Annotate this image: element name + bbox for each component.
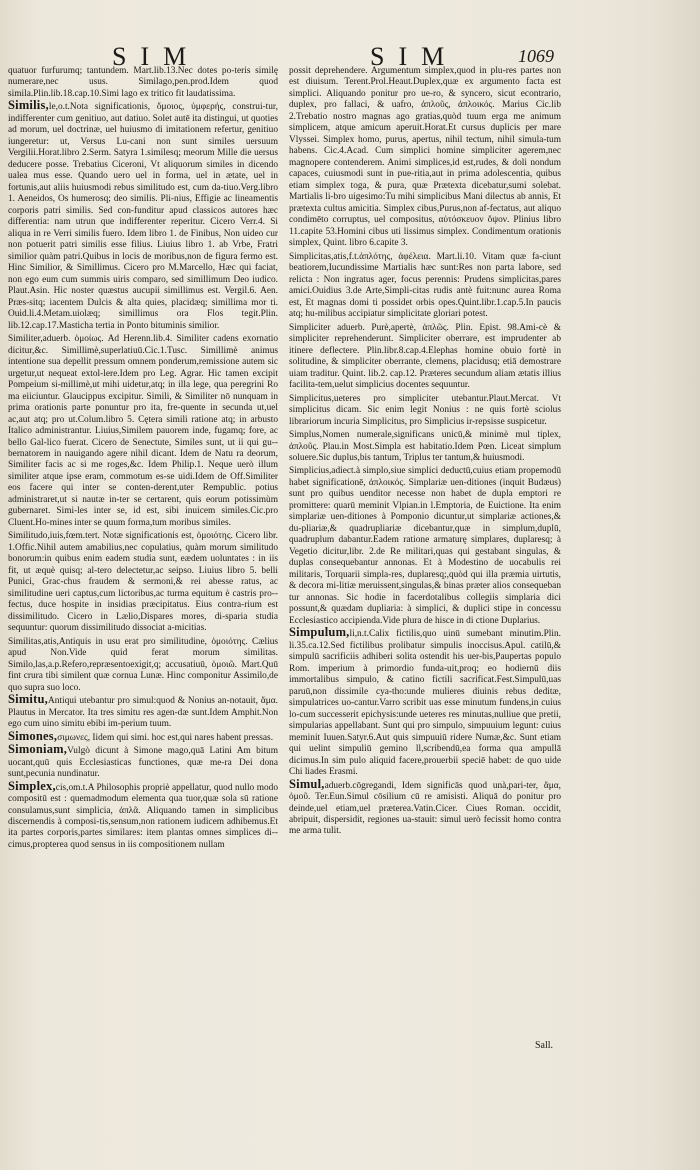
dictionary-entry bbox=[8, 332, 278, 529]
entry-text: cis,om.t.A Philosophis propriè appellatur, quod nullo modo compositū est : quemadmodum elementa qua tuor,quæ sola sū ratione consulamus,sunt simplicia, ἁπλᾶ. Aliquando tamen in simplicibus discernendis à composi-tis,sensum,non rationem iudicem adhibemus.Et ita partes corporis,partes similares: item plantas omnes simplices di-cimus,propterea quod sensus in iis compositionem nullam bbox=[8, 782, 278, 850]
entry-headword: Simoniam, bbox=[8, 742, 68, 757]
dictionary-entry bbox=[8, 100, 278, 332]
dictionary-entry bbox=[289, 464, 561, 627]
entry-text: Simpliciter aduerb. Purè,apertè, ἁπλῶς. Plin. Epist. 98.Ami-cè & simpliciter reprehenderunt. Simpliciter oberrare, est imprudenter ab itinere deflectere. Plin.libr.8.cap.4.Elephas homine obuio fortè in solitudine, & simpliciter oberrante, clemens, placidusq; etiā demostrare uiam traditur. Quint. lib.2. cap.12. Præteres secundum aliam ætatis illius facilita-tem,uelut simplicius docentes sequuntur. bbox=[289, 322, 561, 391]
right-column bbox=[289, 64, 561, 1124]
entry-text: Simplicius,adiect.à simplo,siue simplici deductū,cuius etiam propemodū habet significationē, ἁπλοικός. Simplariæ uen-ditiones (inquit Budæus) sunt pro quibus uenditor necesse non habet de dupla emptori re promittere: quarū meminit Vlpian.in l.Emptoria, de Euictione. Ita enim simplariæ uen-ditiones à Pomponio dicuntur,ut simplariæ actiones,& du-pliariæ,& quadrupliariæ dicebantur,quæ in simplum,duplū, quadruplum dabantur.Eadem ratione armaturę simplares, duplaresq; à Vegetio dicitur,libr. 2.de Re militari,quas qui gestabant singulas, & duplas consequebantur annonas. Et à Modestino de uocabulis rei militaris, Torquarii simpla-res, duplaresq;,quòd qui illa præmia uirtutis, & decora mi-litiæ meruissent,singulas,& binas præter alios consequeban tur annonas. Sic hodie in facerdotalibus collegiis simplaria dici possunt,& quædam dupliaria: à simplici, & duplici stipe in concessu Ecclesiastico accipienda.Vide plura de hisce in di ctione Duplarius. bbox=[289, 466, 561, 626]
dictionary-entry bbox=[8, 64, 278, 100]
dictionary-entry bbox=[289, 776, 561, 838]
dictionary-entry bbox=[289, 392, 561, 428]
catchword: Sall. bbox=[535, 1040, 554, 1051]
dictionary-entry bbox=[8, 744, 278, 780]
entry-text: Simplicitus,ueteres pro simpliciter utebantur.Plaut.Mercat. Vt simplicitus dicam. Sic enim legit Nonius : ne quis fortè sciolus librariorum incuria Simplicitus, pro Simplicius ir-repsisse suspicetur. bbox=[289, 393, 561, 427]
dictionary-entry bbox=[8, 694, 278, 730]
dictionary-entry bbox=[289, 627, 561, 778]
entry-headword: Simul, bbox=[289, 776, 325, 791]
page-fold-shadow bbox=[580, 0, 700, 1170]
left-column bbox=[8, 64, 278, 1124]
dictionary-entry bbox=[8, 635, 278, 694]
page-number: 1069 bbox=[518, 46, 554, 66]
dictionary-entry bbox=[289, 321, 561, 392]
dictionary-entry bbox=[289, 64, 561, 250]
entry-headword: Simpulum, bbox=[289, 625, 350, 640]
entry-text: li,n.t.Calix fictilis,quo uinū sumebant minutim.Plin. li.35.ca.12.Sed fictilibus prolibatur simpulis inoccisus.Apul. catilū,& simpulū sacrificiis adhiberi solita ostendit his uer-bis,Paupertas populo Rom. imperium à primordio funda-uit,proq; eo hodiernū diis immortalibus simpulo, & catino fictili sacrificat.Fest.Simpulū,uas paruū,non dissimile cya-tho:unde mulieres diuinis rebus deditæ, simpulatrices uo-cantur.Varro scribit uas esse minutum fundens,in cuius lo-cum successerit epichysis:unde ueteres res minutas,nulliue que pretii, simpularias appellabant. Sunt qui pro simpulo, simpuuium legunt: cuius meminit Iuuen.Satyr.6.Aut quis simpuuiū ridere Numæ,&c. Sunt etiam qui uelint simpuliū gemino ll,scribendū,ea forma qua ampullā dicimus.In sim pulo aliquid facere,prouerbii speciē habet: de quo uide Chi liades Erasmi. bbox=[289, 629, 561, 778]
entry-text: Simplus,Nomen numerale,significans unicū,& minimè mul tiplex, ἁπλοῦς. Plau.in Most.Simpla est habitatio.Idem Pœn. Liceat simplum soluere.Sic duplus,bis tantum, Triplus ter tantum,& huiusmodi. bbox=[289, 430, 561, 463]
running-head-center: SIM bbox=[370, 42, 459, 71]
dictionary-entry bbox=[289, 250, 561, 321]
dictionary-entry bbox=[8, 778, 278, 852]
running-head-left: SIM bbox=[112, 42, 201, 71]
entry-headword: Similis, bbox=[8, 98, 49, 113]
entry-headword: Simplex, bbox=[8, 778, 56, 793]
entry-text: Similitudo,iuis,fœm.tert. Notæ significationis est, ὁμοιότης. Cicero libr. 1.Offic.Nihil autem amabilius,nec copulatius, quàm morum similitudo bonorum:in quibus enim eadem studia sunt, eædem uoluntates : in iis fit, ut æquè quisq; al-tero delectetur,ac seipso. Liuius libro 5. belli Punici, Grac-chus fraudem & sermoni,& rei abesse ratus, ac similitudine ueri captus,cum lictoribus,ac turma equitum è castris pro-fectus, duce hospite in insidias præcipitatus. Eius contra-rium est dissimilitudo. Cicero in Lælio,Dispares mores, di-sparia studia sequuntur: quorum dissimilitudo dissociat a-micitias. bbox=[8, 531, 278, 634]
entry-text: possit deprehendere. Argumentum simplex,quod in plu-res partes non est diuisum. Terent.Prol.Heaut.Duplex,quæ ex argumento facta est simplici. Aliquando ponitur pro ue-ro, & syncero, sicut econtrario, duplex, pro fallaci, & uafro, ἁπλοῦς, ἀπλοικός. Marius Cic.lib 2.Trebatio nostro magnas ago gratias,quòd tuum erga me animum simplicem, atque amicum aperuit.Horat.Et cursus duplicis per mare Vlyssei. Simplex homo, purus, apertus, nihil tectum, nihil simula-tum habens. Cic.4.Acad. Cum simplici homine simpliciter agerem,nec magnopere contenderem. Animi simplices,id est,rudes, & doli nondum capaces, cuiusmodi sunt in pue-ritia,aut in prima adolescentia, quibus etiam simplex toga, & pura, quæ Prætexta dicebatur,sumi solebat. Martialis li-bro uigesimo:Tu mihi simplicibus Mani dilectus ab annis, Et prætexta cultus amicitia. Simplex cibus,Purus,non af-fectatus, aut aliquo condimēto corruptus, uel compositus, αὐτόσκευον ὄψον. Plinius libro 11.capite 53.Homini cibus uti lissimus simplex. Condimentum orationis simplex, Quint. libro 6.capite 3. bbox=[289, 66, 561, 249]
entry-text: Similitas,atis,Antiquis in usu erat pro similitudine, ὁμοιότης. Cælius apud Non.Vide quid ferat morum similitas. Similo,las,a.p.Refero,repræsentoexigit,q; accusatiuū, ὁμοιῶ. Mart.Quū fint crura tibi similent quæ cornua Lunæ. Hinc componitur Assimilo,de quo supra suo loco. bbox=[8, 636, 278, 693]
entry-text: Antiqui utebantur pro simul:quod & Nonius an-notauit, ἅμα. Plautus in Mercator. Ita tres simitu res agen-dæ sunt.Idem Amphit.Non ego cum uino simitu ebibi im-perium tuum. bbox=[8, 696, 278, 730]
entry-text: σιμωνες, Iidem qui simi. hoc est,qui nares habent pressas. bbox=[57, 732, 274, 743]
entry-text: quatuor furfurumq; tantundem. Mart.lib.13.Nec dotes po-teris similę numerare,nec usus. Similago,pen.prod.Idem quod simila.Plin.lib.18.cap.10.Simi lago ex tritico fit laudatissima. bbox=[8, 66, 278, 99]
dictionary-entry bbox=[8, 529, 278, 634]
entry-text: aduerb.cōgregandi, Idem significās quod unà,pari-ter, ἅμα, ὁμοῦ. Ter.Eun.Simul cōsilium cū re amisisti. Aliquā do ponitur pro deinde,uel etiam,uel præterea.Vatin.Cicer. Ciues Roman. occidit, abripuit, dispersidit, regiones ua-stauit: simul uerò fecissit homo contra me arma tulit. bbox=[289, 780, 561, 837]
entry-text: Simplicitas,atis,f.t.ἁπλότης, ἀφέλεια. Mart.li.10. Vitam quæ fa-ciunt beatiorem,Iucundissime Martialis hæc sunt:Res non parta labore, sed relicta : Non ingratus ager, focus perennis: Prudens simplicitas,pares amici.Ouidius 3.de Arte,Simpli-citas rudis antè fuit:nunc aurea Roma est, Et magnas domi ti possidet orbis opes.Quint.libr.1.cap.5.In paucis atq; hu-milibus accipiatur simplicitate gloriari potest. bbox=[289, 251, 561, 320]
entry-text: le,o.t.Nota significationis, ὅμοιος, ὐμφερής, construi-tur, indifferenter cum genitiuo, aut datiuo. Solet autē ita distingui, ut quoties ad morum, uel doctrinæ, uel huiusmo di imitationem refertur, genitiuo iungeretur: ut, Versus Lu-cani non sunt similes uersuum Vergilii.Horat.libro 2.Serm. Satyra 1.similesq; meorum Mille die uersus deducere posse. Trebatius Ciceroni, Vt aliquorum similes in dicendo ualea mus esse. Quando uero uel in forma, uel in ætate, uel in fortunis,aut aliis huiusmodi rebus similitudo est, cum da-tiuo.Verg.libro 1. Aeneidos, Os humerosq; deo similis. Pli-nius, Effigie ac lineamentis corporis patri similis. Sed con-funditur apud classicos autores hæc differentia: nam utrun que indifferenter reperitur. Cicero Verr.4. Si aliqua in re Verri similis fuero. Idem libro 1. de Finibus, Non uideo cur non potuerit patri similis esse filius. Liuius libro 1. ab Vrbe, Fratri similior quàm patri.Quibus in locis de moribus,non de figura fermo est. Hinc Similior, & Simillimus. Cicero pro M.Marcello, Hæc qui faciat, non ego eum cum summis uiris comparo, sed simillimum Deo iudico. Plaut.Asin. Hic noster quæstus aucupii simillimus est. Vergil.6. Aen. Præs-sitq; iacentem Dulcis & alta quies, placidæq; simillima mor ti. Ouid.li.4.Metam.uiolæq; simillimus ora Flos tegit.Plin. lib.12.cap.17.Masticha tertia in Ponto bituminis similior. bbox=[8, 102, 278, 331]
entry-text: Vulgò dicunt à Simone mago,quā Latini Am bitum uocant,quū quis Ecclesiasticas functiones, quæ me-ra Dei dona sunt,pecunia nundinatur. bbox=[8, 746, 278, 780]
entry-headword: Simitu, bbox=[8, 692, 48, 707]
entry-headword: Simones, bbox=[8, 728, 58, 743]
dictionary-entry bbox=[289, 428, 561, 464]
entry-text: Similiter,aduerb. ὁμοίως. Ad Herenn.lib.4. Similiter cadens exornatio dicitur,&c. Simillimè,superlatiuū.Cic.1.Tusc. Simillimè animus intentione sua depellit pressum omnem ponderum,remissione autem sic urgetur,ut nequeat extol-lere.Idem pro Leg. Agrar. Hic tamen excipit Pompeium si-millimè,ut mihi uidetur,atq; in illa lege, qua peregrini Ro ma eiiciuntur. Glaucippus excipitur. Simili, & Similiter nō nunquam in prima orationis parte ponuntur pro ita, fre-quente in secunda ut,uel ac,aut atq; pro ut.Colum.libro 5. Cętera simili ratione atq; in arbusto Italico administrantur. Liuius,Similem pauorem inde, fugamq; fore, ac bello Gal-lico fuerat. Cicero de Senectute, Similes sunt, ut ii qui gu-bernatorem in nauigando agere nihil dicant. Idem de Natu ra deorum, Similiter facis ac si me roges,&c. Idem Philip.1. Neque uerò illum similiter atque ipse eram, commotum es-se uidi.Idem de Off.Similiter eos facere qui inter se conten-derent,uter Rempublic. potius administraret,ut si nautæ in-ter se certarent, quis eorum potissimùm gubernaret. Simi-les inter se, id est, sibi inuicem similes.Cic.pro Cluent.Ho-mines inter se quum forma,tum moribus similes. bbox=[8, 334, 278, 528]
